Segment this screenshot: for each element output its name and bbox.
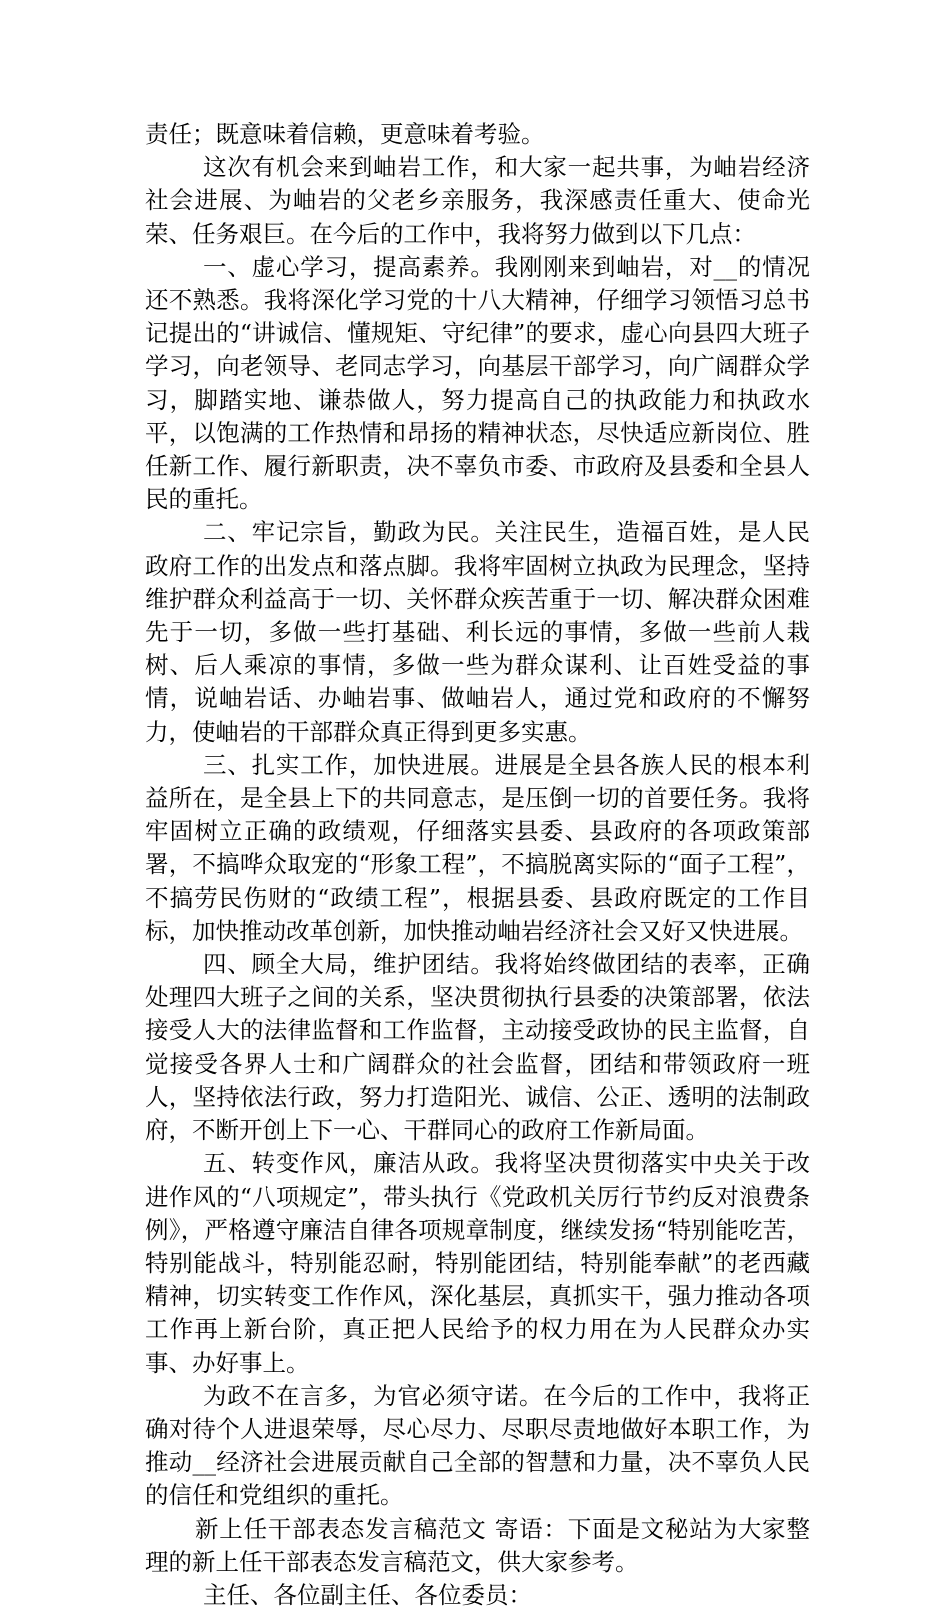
paragraph-opening-fragment: 责任；既意味着信赖，更意味着考验。: [145, 120, 545, 148]
paragraph-salutation: 主任、各位副主任、各位委员：: [203, 1580, 532, 1609]
paragraph-point-three: 三、扎实工作，加快进展。进展是全县各族人民的根本利益所在，是全县上下的共同意志，是压倒一切的首要任务。我将牢固树立正确的政绩观，仔细落实县委、县政府的各项政策部署，不搞哗众取宠的“形象工程”，不搞脱离实际的“面子工程”，不搞劳民伤财的“政绩工程”，根据县委、县政府既定的工作目标，加快推动改革创新，加快推动岫岩经济社会又好又快进展。: [145, 750, 810, 945]
paragraph-point-four: 四、顾全大局，维护团结。我将始终做团结的表率，正确处理四大班子之间的关系，坚决贯彻执行县委的决策部署，依法接受人大的法律监督和工作监督，主动接受政协的民主监督，自觉接受各界人士和广阔群众的社会监督，团结和带领政府一班人，坚持依法行政，努力打造阳光、诚信、公正、透明的法制政府，不断开创上下一心、干群同心的政府工作新局面。: [145, 950, 810, 1145]
document-page: [145, 118, 810, 1612]
paragraph-point-five: 五、转变作风，廉洁从政。我将坚决贯彻落实中央关于改进作风的“八项规定”，带头执行《党政机关厉行节约反对浪费条例》，严格遵守廉洁自律各项规章制度，继续发扬“特别能吃苦，特别能战斗，特别能忍耐，特别能团结，特别能奉献”的老西藏精神，切实转变工作作风，深化基层，真抓实干，强力推动各项工作再上新台阶，真正把人民给予的权力用在为人民群众办实事、办好事上。: [145, 1149, 810, 1377]
paragraph-point-two: 二、牢记宗旨，勤政为民。关注民生，造福百姓，是人民政府工作的出发点和落点脚。我将牢固树立执政为民理念，坚持维护群众利益高于一切、关怀群众疾苦重于一切、解决群众困难先于一切，多做一些打基础、利长远的事情，多做一些前人栽树、后人乘凉的事情，多做一些为群众谋利、让百姓受益的事情，说岫岩话、办岫岩事、做岫岩人，通过党和政府的不懈努力，使岫岩的干部群众真正得到更多实惠。: [145, 518, 810, 746]
paragraph-closing: 为政不在言多，为官必须守诺。在今后的工作中，我将正确对待个人进退荣辱，尽心尽力、尽职尽责地做好本职工作，为推动__经济社会进展贡献自己全部的智慧和力量，决不辜负人民的信任和党组织的重托。: [145, 1381, 810, 1510]
paragraph-next-article-intro: 新上任干部表态发言稿范文 寄语：下面是文秘站为大家整理的新上任干部表态发言稿范文，供大家参考。: [145, 1514, 810, 1576]
paragraph-introduction: 这次有机会来到岫岩工作，和大家一起共事，为岫岩经济社会进展、为岫岩的父老乡亲服务，我深感责任重大、使命光荣、任务艰巨。在今后的工作中，我将努力做到以下几点：: [145, 153, 810, 248]
paragraph-point-one: 一、虚心学习，提高素养。我刚刚来到岫岩，对__的情况还不熟悉。我将深化学习党的十八大精神，仔细学习领悟习总书记提出的“讲诚信、懂规矩、守纪律”的要求，虚心向县四大班子学习，向老领导、老同志学习，向基层干部学习，向广阔群众学习，脚踏实地、谦恭做人，努力提高自己的执政能力和执政水平，以饱满的工作热情和昂扬的精神状态，尽快适应新岗位、胜任新工作、履行新职责，决不辜负市委、市政府及县委和全县人民的重托。: [145, 252, 810, 514]
